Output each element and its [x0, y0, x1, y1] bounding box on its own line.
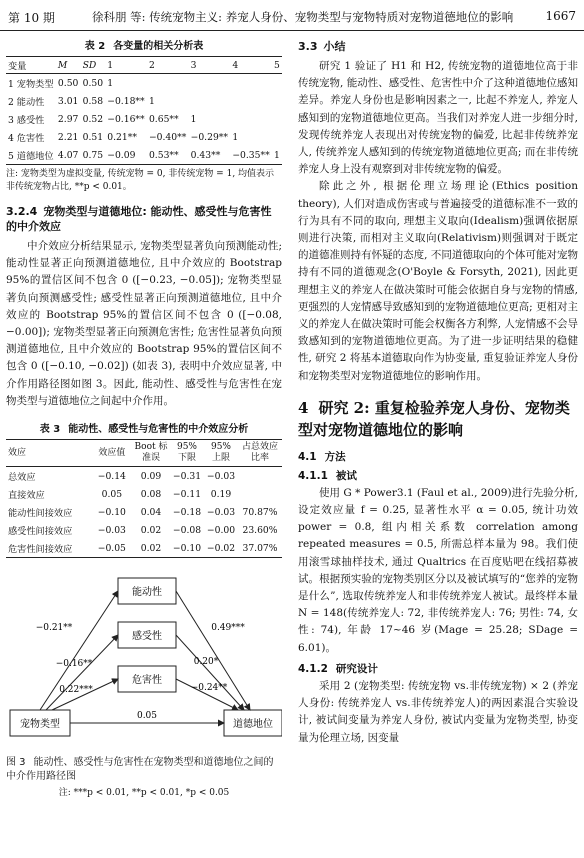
table-cell — [189, 74, 231, 93]
table-cell: −0.10 — [97, 506, 126, 518]
table-cell: 4 危害性 — [8, 133, 45, 144]
table-cell: 4.07 — [57, 149, 79, 161]
table-row — [6, 485, 282, 503]
section-heading-3-2-4: 3.2.4 宠物类型与道德地位: 能动性、感受性与危害性的中介效应 — [6, 205, 272, 233]
node-sentience-label: 感受性 — [132, 631, 162, 643]
table-cell: −0.40** — [148, 131, 187, 143]
paragraph-summary-2: 除此之外, 根据伦理立场理论(Ethics position theory), 人们对造成伤害或与普遍接受的道德标准不一致的行为具有不同的取向, 理想主义取向(Idealism)强调依据原则进行决策, 而相对主义取向(Relativism)则强调对于既定的道德准则持有怀疑的态度, 不同道德取向的个体可能对宠物持有不同的道德观念(O'Boyle & Forsyth, 2021), 因此更理想主义的养宠人在做决策时可能会依据自身与宠物的情感, 更强烈的人宠情感导致感知到的宠物道德地位更高; 更相对主义的养宠人在做决策时可能会权衡各方利弊, 人宠情感不会导致感知到的宠物道德地位更高。为了进一步证明结果的稳健性, 研究 2 将基本道德取向作为协变量, 重复验证养宠人身份和宠物类型对宠物道德地位的影响作用。 — [298, 180, 578, 382]
table-cell: −0.29** — [190, 131, 228, 143]
table-cell: −0.09 — [107, 149, 136, 161]
table-cell — [272, 128, 282, 146]
table-cell: 0.05 — [101, 488, 123, 500]
table-cell: 5 道德地位 — [8, 151, 54, 162]
table-cell: 0.53** — [148, 149, 179, 161]
coef-harm-moral: −0.24** — [190, 683, 228, 694]
coef-type-sentience: −0.16** — [55, 659, 93, 670]
table-cell: 0.75 — [82, 149, 104, 161]
left-column — [6, 33, 282, 798]
table-cell: 能动性间接效应 — [8, 508, 73, 520]
table-cell: 危害性间接效应 — [8, 544, 73, 556]
table-cell: 1 — [107, 77, 114, 89]
table-cell: 感受性间接效应 — [8, 526, 73, 538]
table-cell: 0.19 — [210, 488, 232, 500]
table-cell — [230, 110, 272, 128]
right-column — [298, 33, 578, 747]
table-header-row: 效应 效应值 Boot 标准误 95% 下限 95% 上限 占总效应比率 — [6, 440, 282, 467]
table-cell: 0.02 — [140, 542, 162, 554]
table-row — [6, 503, 282, 521]
table-row — [6, 110, 282, 128]
table-cell: −0.16** — [107, 113, 145, 125]
section-heading-4: 4 研究 2: 重复检验养宠人身份、宠物类型对宠物道德地位的影响 — [298, 398, 570, 439]
table-cell: −0.10 — [172, 542, 202, 554]
table-cell: 总效应 — [8, 472, 36, 484]
section-heading-4-1: 4.1 方法 — [298, 450, 346, 463]
table-cell — [272, 110, 282, 128]
table-cell — [272, 74, 282, 93]
table-cell: 直接效应 — [8, 490, 45, 502]
table-cell: 70.87% — [242, 506, 278, 518]
table-cell: −0.18 — [172, 506, 202, 518]
section-heading-4-1-2: 4.1.2 研究设计 — [298, 662, 378, 675]
table-cell: −0.02 — [206, 542, 236, 554]
table-cell: −0.08 — [172, 524, 202, 536]
table-cell: −0.03 — [206, 506, 236, 518]
table-cell: 0.09 — [140, 470, 162, 482]
table2-caption: 表 2 各变量的相关分析表 — [84, 41, 204, 52]
table-cell: −0.03 — [97, 524, 126, 536]
table-cell: 0.50 — [82, 77, 104, 89]
table-cell — [238, 467, 282, 486]
section-heading-4-1-1: 4.1.1 被试 — [298, 469, 357, 482]
coef-type-harm: 0.22*** — [59, 685, 93, 696]
node-moral-status-label: 道德地位 — [233, 719, 273, 731]
table-cell — [230, 92, 272, 110]
table3-caption: 表 3 能动性、感受性与危害性的中介效应分析 — [39, 424, 249, 436]
table-cell: −0.35** — [232, 149, 270, 161]
node-harm-label: 危害性 — [132, 675, 162, 687]
table-cell: 0.08 — [140, 488, 162, 500]
table2-note: 注: 宠物类型为虚拟变量, 传统宠物 = 0, 非传统宠物 = 1, 均值表示非传统宠物占比, **p < 0.01。 — [6, 169, 275, 192]
table-cell: 37.07% — [242, 542, 278, 554]
table-cell: 0.52 — [82, 113, 104, 125]
table-cell: 23.60% — [242, 524, 278, 536]
table-cell: 2 能动性 — [8, 97, 45, 108]
section-heading-3-3: 3.3 小结 — [298, 40, 346, 53]
table-cell: 0.51 — [82, 131, 104, 143]
node-pet-type-label: 宠物类型 — [20, 719, 60, 731]
table-row — [6, 521, 282, 539]
table-cell: −0.05 — [97, 542, 126, 554]
paragraph-participants: 使用 G * Power3.1 (Faul et al., 2009)进行先验分析, 设定效应量 f = 0.25, 显著性水平 α = 0.05, 统计功效 power = 0.8, 组内相关系数 correlation among repeated measures = 0.5, 所需总样本量为 98。我们使用滚雪球抽样技术, 通过 Qualtrics 在百度贴吧在线招募被试。根据预实验的宠物类别区分以及被试填写的“您养的宠物是什么”, 选取传统养宠人和非传统养宠人被试。最终样本量 N = 148(传统养宠人: 72, 非传统养宠人: 76; 男性: 74, 女性: 74), 年龄 17~46 岁(Mage = 25.28; SDage = 6.01)。 — [298, 486, 578, 654]
table-row — [6, 128, 282, 146]
path-diagram-svg — [6, 572, 282, 752]
coef-type-agency: −0.21** — [35, 623, 73, 634]
table-cell: −0.03 — [206, 470, 236, 482]
running-header — [0, 0, 584, 31]
table-cell: 0.21** — [107, 131, 137, 143]
table-row — [6, 539, 282, 558]
table-cell: 1 — [274, 149, 280, 161]
table-cell: −0.00 — [206, 524, 236, 536]
page-number: 1667 — [545, 9, 576, 23]
running-title: 徐科朋 等: 传统宠物主义: 养宠人身份、宠物类型与宠物特质对宠物道德地位的影响 — [92, 10, 514, 24]
table-cell: 0.50 — [57, 77, 79, 89]
node-agency-label: 能动性 — [132, 587, 162, 599]
figure3-caption: 图 3 能动性、感受性与危害性在宠物类型和道德地位之间的中介作用路径图 — [6, 757, 274, 783]
table-cell: 1 宠物类型 — [8, 79, 54, 90]
paragraph-design: 采用 2 (宠物类型: 传统宠物 vs.非传统宠物) × 2 (养宠人身份: 传统养宠人 vs.非传统养宠人)的两因素混合实验设计, 被试间变量为养宠人身份, 被试内变量为宠物类型, 协变量为伦理立场, 因变量 — [298, 679, 578, 744]
table-cell: 3 感受性 — [8, 115, 45, 126]
table-cell — [272, 92, 282, 110]
issue-number: 第 10 期 — [8, 11, 55, 25]
table-cell: −0.18** — [107, 95, 145, 107]
table3-mediation — [6, 439, 282, 558]
table-cell: 2.21 — [57, 131, 79, 143]
table-cell — [147, 74, 189, 93]
table-cell: −0.31 — [172, 470, 202, 482]
figure3-note: 注: ***p < 0.01, **p < 0.01, *p < 0.05 — [58, 788, 230, 799]
table-cell — [238, 485, 282, 503]
table-cell: 0.04 — [140, 506, 162, 518]
table-cell: 0.43** — [190, 149, 221, 161]
table-cell — [189, 92, 231, 110]
table-cell: −0.11 — [172, 488, 202, 500]
figure3-path-diagram — [6, 572, 282, 752]
table-cell: 1 — [232, 131, 239, 143]
table-cell: 2.97 — [57, 113, 79, 125]
table-cell: 1 — [148, 95, 155, 107]
table-cell: 0.58 — [82, 95, 104, 107]
coef-sentience-moral: 0.20* — [193, 657, 219, 668]
table-row — [6, 74, 282, 93]
table-cell — [230, 74, 272, 93]
table-cell: 3.01 — [57, 95, 79, 107]
table-cell: 0.65** — [148, 113, 179, 125]
paragraph-summary-1: 研究 1 验证了 H1 和 H2, 传统宠物的道德地位高于非传统宠物, 能动性、感受性、危害性中介了这种道德地位感知差异。养宠人身份也是影响因素之一, 比起不养宠人, 养宠人感知到的宠物道德地位更高。当我们对养宠人进一步细分时, 发现传统养宠人表现出对传统宠物的偏爱, 比起非传统养宠人, 传统养宠人感知到的传统宠物道德地位更高; 而在非传统养宠人身上没有观察到对非传统宠物的偏爱。 — [298, 60, 578, 176]
paragraph-mediation: 中介效应分析结果显示, 宠物类型显著负向预测能动性; 能动性显著正向预测道德地位, 且中介效应的 Bootstrap 95%的置信区间不包含 0 ([−0.23, −0.05]); 宠物类型显著负向预测感受性; 感受性显著正向预测道德地位, 且中介效应的 Bootstrap 95%的置信区间不包含 0 ([−0.08, −0.00]); 宠物类型显著正向预测危害性; 危害性显著负向预测道德地位, 且中介效应的 Bootstrap 95%的置信区间不包含 0 ([−0.10, −0.02]) (如表 3), 表明中介效应显著, 中介作用路径图如图 3。因此, 能动性、感受性与危害性在宠物类型与道德地位之间起中介作用。 — [6, 240, 282, 407]
coef-agency-moral: 0.49*** — [211, 623, 245, 634]
table2-correlations — [6, 56, 282, 165]
table-row — [6, 92, 282, 110]
table-cell: 0.02 — [140, 524, 162, 536]
coef-direct: 0.05 — [136, 711, 158, 722]
table-cell: 1 — [190, 113, 197, 125]
table-row — [6, 467, 282, 486]
table-header-row: 变量 M SD 1 2 3 4 5 — [6, 57, 282, 74]
table-row — [6, 146, 282, 165]
table-cell: −0.14 — [97, 470, 126, 482]
